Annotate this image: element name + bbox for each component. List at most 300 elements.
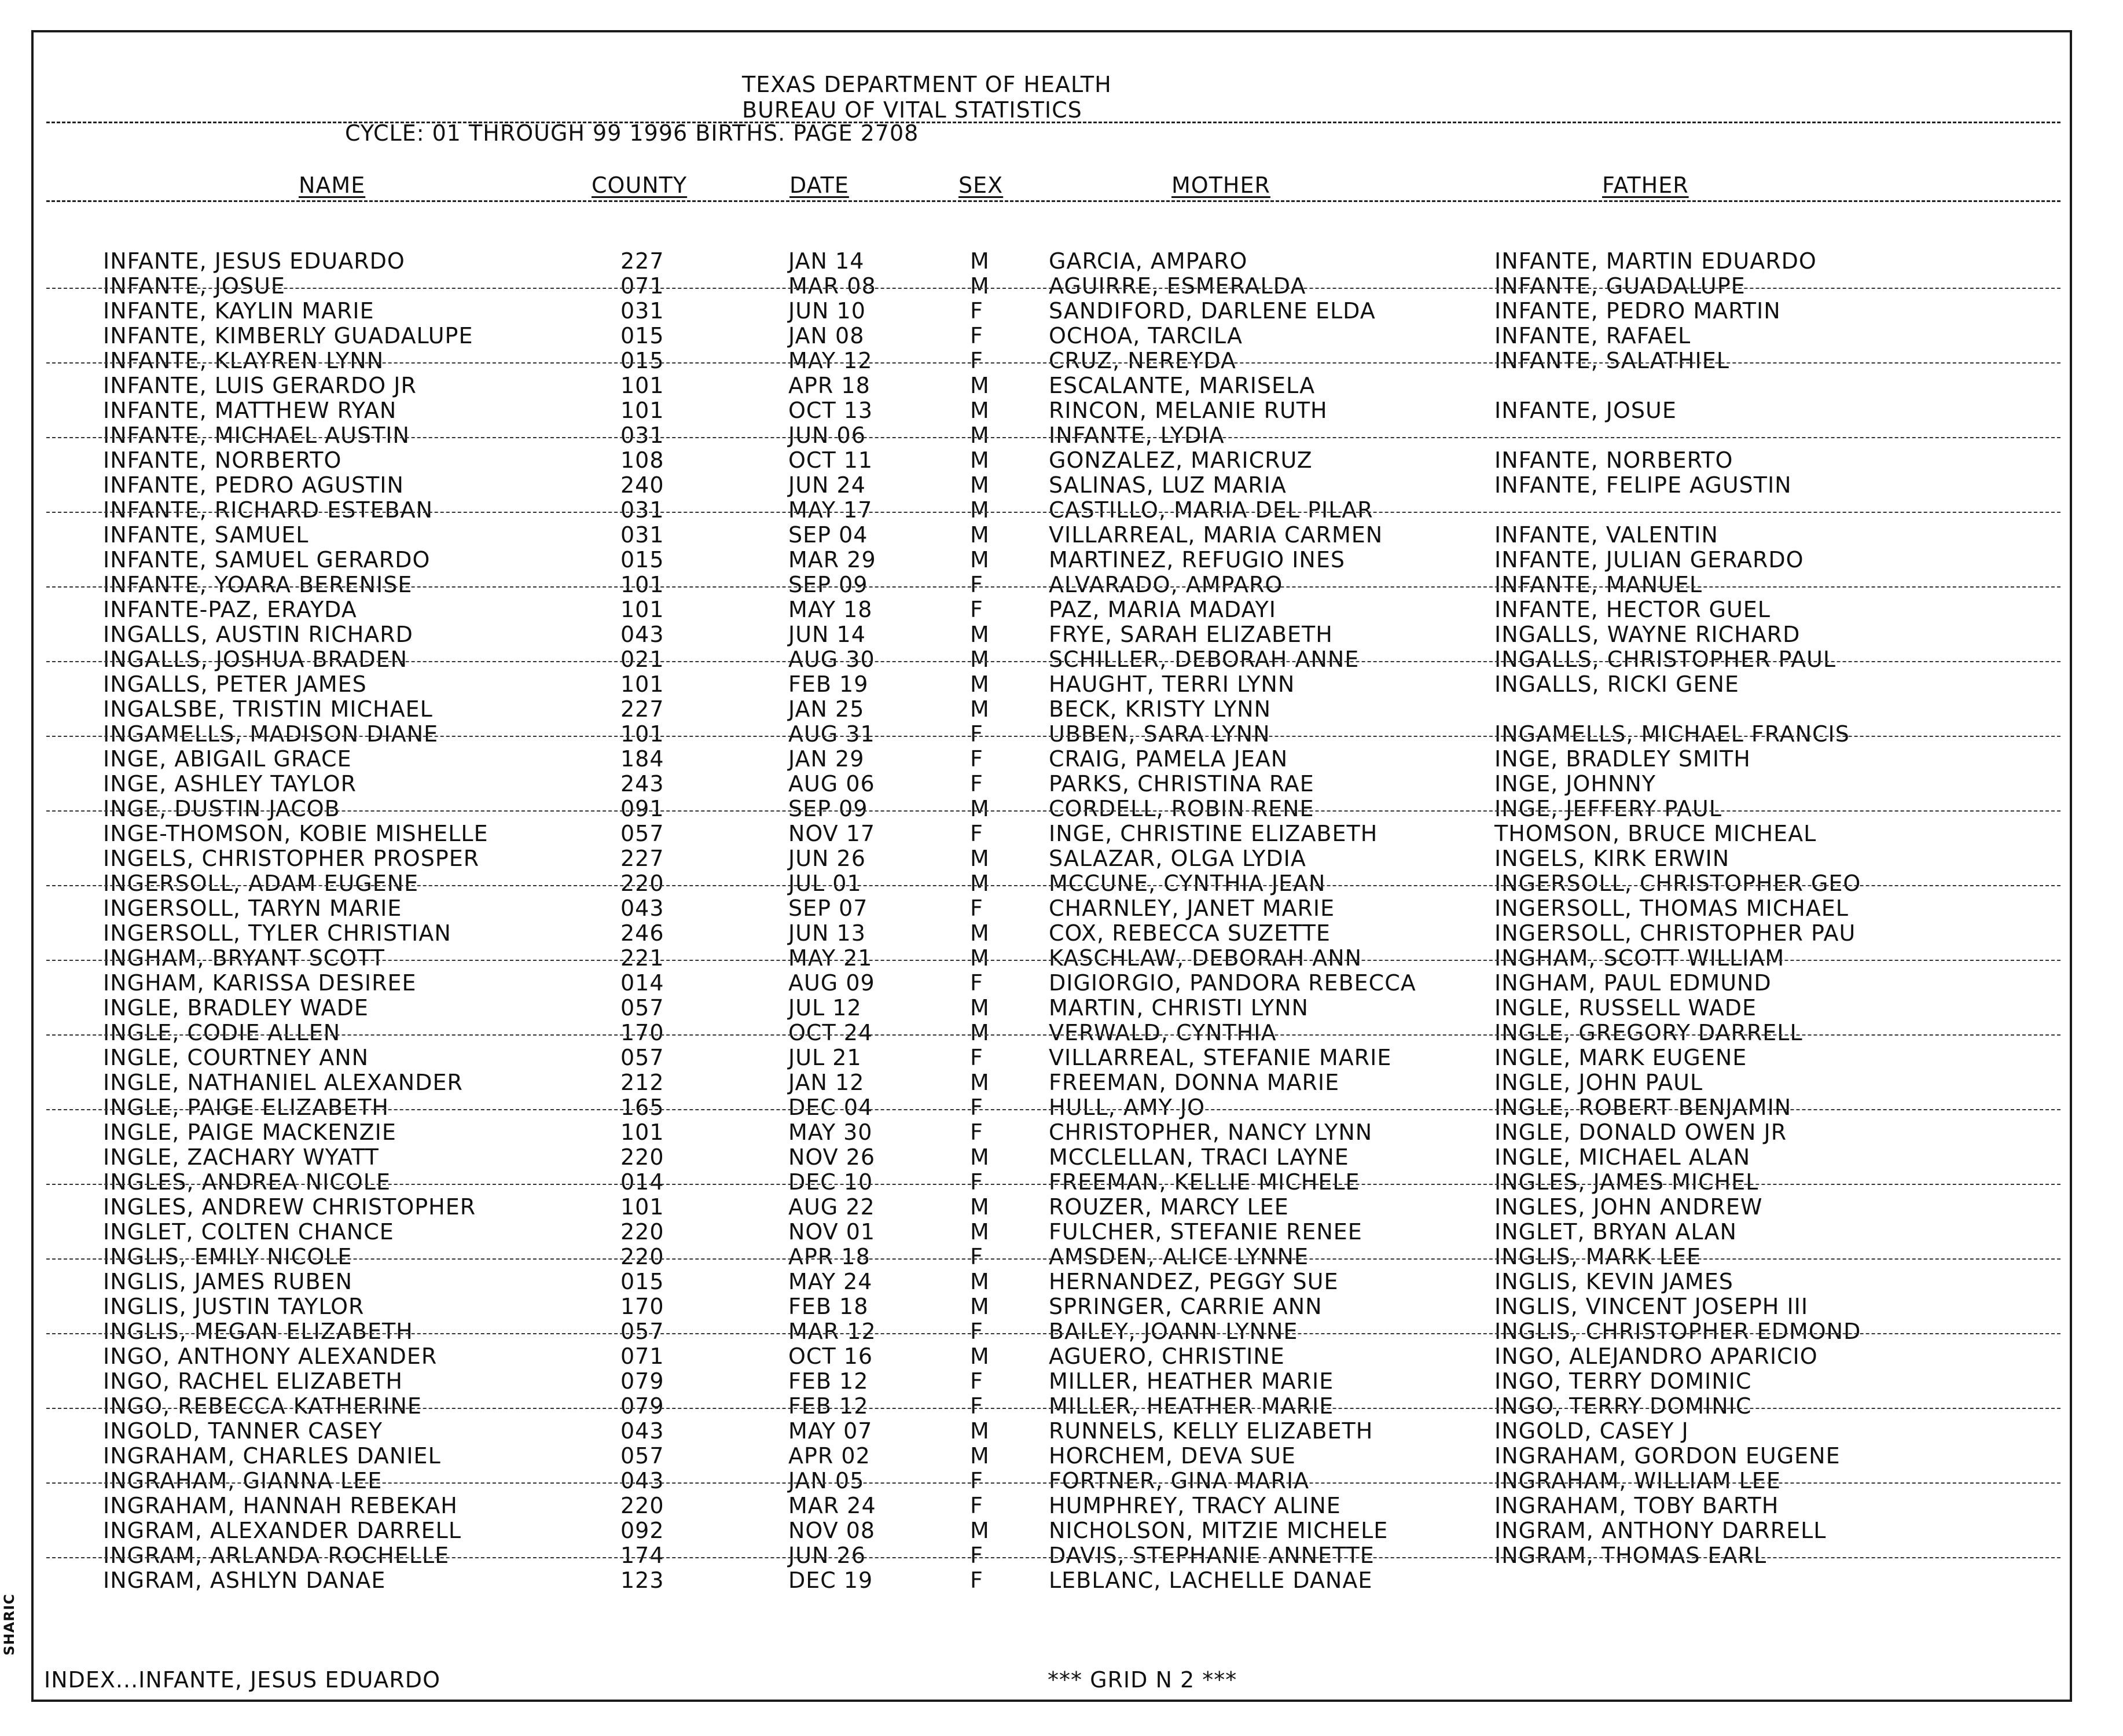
cell-date: JAN 08 — [788, 323, 865, 348]
table-row — [0, 1170, 2060, 1195]
cell-sex: M — [970, 1144, 990, 1170]
table-row — [0, 722, 2060, 747]
cell-name: INGLE, COURTNEY ANN — [103, 1045, 369, 1070]
cell-county: 071 — [620, 1344, 664, 1369]
cell-father: INGERSOLL, CHRISTOPHER GEO — [1494, 871, 1861, 896]
cell-date: JUN 06 — [788, 423, 866, 448]
cell-county: 101 — [620, 1194, 664, 1220]
cell-mother: MARTINEZ, REFUGIO INES — [1049, 547, 1345, 572]
cell-father: INGLE, ROBERT BENJAMIN — [1494, 1095, 1792, 1120]
cell-county: 031 — [620, 497, 664, 523]
table-row — [0, 821, 2060, 846]
cell-mother: VILLARREAL, STEFANIE MARIE — [1049, 1045, 1392, 1070]
cell-date: JAN 25 — [788, 696, 865, 722]
cell-name: INFANTE, KIMBERLY GUADALUPE — [103, 323, 473, 348]
cell-date: MAR 24 — [788, 1493, 876, 1518]
table-row — [0, 448, 2060, 473]
cell-date: DEC 04 — [788, 1095, 873, 1120]
cell-date: JAN 05 — [788, 1468, 865, 1493]
cell-mother: PAZ, MARIA MADAYI — [1049, 597, 1276, 622]
cell-county: 101 — [620, 597, 664, 622]
table-row — [0, 1319, 2060, 1344]
cell-date: DEC 10 — [788, 1169, 873, 1195]
table-row — [0, 1518, 2060, 1543]
cell-mother: INGE, CHRISTINE ELIZABETH — [1049, 821, 1378, 846]
cell-sex: M — [970, 1344, 990, 1369]
cell-name: INGRAHAM, GIANNA LEE — [103, 1468, 383, 1493]
cell-father: INGE, JEFFERY PAUL — [1494, 796, 1722, 821]
cell-father: INGRAHAM, WILLIAM LEE — [1494, 1468, 1781, 1493]
cell-sex: M — [970, 248, 990, 274]
cell-date: NOV 01 — [788, 1219, 876, 1245]
cell-name: INFANTE, RICHARD ESTEBAN — [103, 497, 434, 523]
cell-sex: F — [970, 1045, 983, 1070]
cell-father: INGAMELLS, MICHAEL FRANCIS — [1494, 721, 1850, 747]
table-row — [0, 597, 2060, 622]
cell-sex: F — [970, 1244, 983, 1269]
cell-name: INGALSBE, TRISTIN MICHAEL — [103, 696, 433, 722]
cell-father: INFANTE, JULIAN GERARDO — [1494, 547, 1804, 572]
cell-sex: M — [970, 522, 990, 548]
cell-county: 043 — [620, 622, 664, 647]
cell-name: INGHAM, BRYANT SCOTT — [103, 945, 385, 971]
cell-sex: M — [970, 671, 990, 697]
cell-date: JAN 14 — [788, 248, 865, 274]
cell-county: 031 — [620, 423, 664, 448]
cell-date: AUG 30 — [788, 647, 875, 672]
table-row — [0, 946, 2060, 971]
cell-sex: F — [970, 298, 983, 324]
cell-date: JUN 26 — [788, 1543, 866, 1568]
table-row — [0, 1394, 2060, 1419]
cell-county: 212 — [620, 1070, 664, 1095]
cell-county: 021 — [620, 647, 664, 672]
cell-date: JUL 01 — [788, 871, 862, 896]
cell-mother: SALINAS, LUZ MARIA — [1049, 472, 1287, 498]
cell-name: INFANTE-PAZ, ERAYDA — [103, 597, 357, 622]
cell-sex: F — [970, 1169, 983, 1195]
side-stamp: SHARIC — [1, 1594, 17, 1656]
cell-date: JAN 12 — [788, 1070, 865, 1095]
cell-mother: VILLARREAL, MARIA CARMEN — [1049, 522, 1383, 548]
cell-name: INGALLS, AUSTIN RICHARD — [103, 622, 413, 647]
cell-mother: ALVARADO, AMPARO — [1049, 572, 1283, 597]
cell-sex: M — [970, 1269, 990, 1294]
cell-mother: FULCHER, STEFANIE RENEE — [1049, 1219, 1362, 1245]
cell-father: INFANTE, PEDRO MARTIN — [1494, 298, 1781, 324]
cell-date: AUG 09 — [788, 970, 875, 996]
cell-county: 092 — [620, 1518, 664, 1543]
cell-mother: DAVIS, STEPHANIE ANNETTE — [1049, 1543, 1375, 1568]
table-row — [0, 772, 2060, 797]
cell-father: INGLIS, CHRISTOPHER EDMOND — [1494, 1319, 1861, 1344]
cell-sex: M — [970, 423, 990, 448]
cell-father: INGERSOLL, THOMAS MICHAEL — [1494, 895, 1849, 921]
table-row — [0, 1145, 2060, 1170]
cell-sex: F — [970, 1120, 983, 1145]
cell-sex: M — [970, 447, 990, 473]
cell-father: INFANTE, HECTOR GUEL — [1494, 597, 1771, 622]
cell-name: INFANTE, JOSUE — [103, 273, 285, 299]
cell-date: AUG 22 — [788, 1194, 875, 1220]
table-row — [0, 498, 2060, 523]
table-row — [0, 697, 2060, 722]
table-row — [0, 1444, 2060, 1469]
cell-sex: M — [970, 1219, 990, 1245]
table-row — [0, 274, 2060, 299]
cell-sex: F — [970, 721, 983, 747]
table-row — [0, 423, 2060, 448]
cell-county: 043 — [620, 895, 664, 921]
table-row — [0, 622, 2060, 647]
cell-name: INFANTE, MATTHEW RYAN — [103, 398, 397, 423]
cell-county: 170 — [620, 1294, 664, 1319]
table-row — [0, 1269, 2060, 1294]
table-row — [0, 672, 2060, 697]
cell-mother: MCCUNE, CYNTHIA JEAN — [1049, 871, 1326, 896]
cell-date: APR 18 — [788, 1244, 870, 1269]
cell-father: INGLIS, KEVIN JAMES — [1494, 1269, 1733, 1294]
cell-name: INGAMELLS, MADISON DIANE — [103, 721, 439, 747]
cell-date: AUG 06 — [788, 771, 875, 797]
table-row — [0, 1344, 2060, 1369]
cell-date: FEB 19 — [788, 671, 869, 697]
cell-mother: DIGIORGIO, PANDORA REBECCA — [1049, 970, 1416, 996]
col-header-county: COUNTY — [592, 173, 688, 198]
cell-father: INFANTE, RAFAEL — [1494, 323, 1691, 348]
cell-father: INGE, BRADLEY SMITH — [1494, 746, 1751, 772]
cell-mother: PARKS, CHRISTINA RAE — [1049, 771, 1314, 797]
cell-mother: GARCIA, AMPARO — [1049, 248, 1248, 274]
cell-mother: LEBLANC, LACHELLE DANAE — [1049, 1568, 1373, 1593]
cell-mother: CASTILLO, MARIA DEL PILAR — [1049, 497, 1373, 523]
cell-mother: RINCON, MELANIE RUTH — [1049, 398, 1328, 423]
cell-father: INGLES, JAMES MICHEL — [1494, 1169, 1759, 1195]
cell-father: INFANTE, MARTIN EDUARDO — [1494, 248, 1817, 274]
table-row — [0, 324, 2060, 348]
header-department: TEXAS DEPARTMENT OF HEALTH — [742, 72, 1112, 97]
cell-county: 057 — [620, 1319, 664, 1344]
cell-sex: M — [970, 1020, 990, 1045]
cell-sex: F — [970, 771, 983, 797]
cell-date: JUN 13 — [788, 920, 866, 946]
cell-date: MAY 18 — [788, 597, 873, 622]
cell-father: INGRAM, THOMAS EARL — [1494, 1543, 1767, 1568]
cell-date: OCT 13 — [788, 398, 873, 423]
table-row — [0, 299, 2060, 324]
cell-father: INFANTE, MANUEL — [1494, 572, 1703, 597]
cell-name: INGE-THOMSON, KOBIE MISHELLE — [103, 821, 488, 846]
table-row — [0, 1568, 2060, 1593]
table-row — [0, 1021, 2060, 1045]
table-row — [0, 1220, 2060, 1245]
header-rule-bottom — [46, 200, 2060, 202]
cell-county: 015 — [620, 323, 664, 348]
cell-mother: FREEMAN, DONNA MARIE — [1049, 1070, 1340, 1095]
cell-name: INGALLS, PETER JAMES — [103, 671, 367, 697]
cell-sex: M — [970, 1418, 990, 1444]
cell-father: INFANTE, JOSUE — [1494, 398, 1677, 423]
cell-sex: F — [970, 1368, 983, 1394]
cell-mother: INFANTE, LYDIA — [1049, 423, 1225, 448]
cell-mother: CHARNLEY, JANET MARIE — [1049, 895, 1335, 921]
cell-name: INGERSOLL, TYLER CHRISTIAN — [103, 920, 451, 946]
cell-county: 123 — [620, 1568, 664, 1593]
cell-date: NOV 17 — [788, 821, 876, 846]
cell-father: INGRAHAM, GORDON EUGENE — [1494, 1443, 1841, 1469]
cell-county: 079 — [620, 1393, 664, 1419]
cell-father: INGLES, JOHN ANDREW — [1494, 1194, 1763, 1220]
table-row — [0, 1469, 2060, 1493]
cell-father: INGHAM, PAUL EDMUND — [1494, 970, 1772, 996]
cell-mother: NICHOLSON, MITZIE MICHELE — [1049, 1518, 1389, 1543]
cell-mother: FORTNER, GINA MARIA — [1049, 1468, 1310, 1493]
cell-sex: M — [970, 373, 990, 398]
cell-county: 031 — [620, 298, 664, 324]
cell-name: INFANTE, MICHAEL AUSTIN — [103, 423, 410, 448]
cell-mother: SCHILLER, DEBORAH ANNE — [1049, 647, 1360, 672]
cell-father: INGO, ALEJANDRO APARICIO — [1494, 1344, 1818, 1369]
cell-name: INGO, RACHEL ELIZABETH — [103, 1368, 403, 1394]
cell-date: JUN 10 — [788, 298, 866, 324]
cell-mother: OCHOA, TARCILA — [1049, 323, 1243, 348]
cell-father: INGLE, MARK EUGENE — [1494, 1045, 1747, 1070]
cell-date: MAY 21 — [788, 945, 873, 971]
cell-county: 101 — [620, 1120, 664, 1145]
cell-father: INFANTE, FELIPE AGUSTIN — [1494, 472, 1792, 498]
cell-date: DEC 19 — [788, 1568, 873, 1593]
cell-father: INFANTE, NORBERTO — [1494, 447, 1733, 473]
cell-father: INGOLD, CASEY J — [1494, 1418, 1689, 1444]
cell-sex: F — [970, 1543, 983, 1568]
cell-date: MAY 12 — [788, 348, 873, 373]
table-row — [0, 871, 2060, 896]
cell-sex: M — [970, 1294, 990, 1319]
cell-name: INGERSOLL, TARYN MARIE — [103, 895, 402, 921]
table-row — [0, 1245, 2060, 1269]
cell-date: FEB 12 — [788, 1393, 869, 1419]
cell-date: MAY 24 — [788, 1269, 873, 1294]
cell-date: SEP 09 — [788, 796, 868, 821]
cell-name: INGLE, PAIGE MACKENZIE — [103, 1120, 396, 1145]
col-header-father: FATHER — [1602, 173, 1689, 198]
cell-county: 057 — [620, 1443, 664, 1469]
cell-father: INGALLS, RICKI GENE — [1494, 671, 1739, 697]
cell-county: 015 — [620, 348, 664, 373]
cell-sex: M — [970, 696, 990, 722]
cell-father: INGLIS, VINCENT JOSEPH III — [1494, 1294, 1809, 1319]
cell-mother: GONZALEZ, MARICRUZ — [1049, 447, 1313, 473]
table-row — [0, 249, 2060, 274]
table-row — [0, 548, 2060, 572]
cell-date: NOV 26 — [788, 1144, 876, 1170]
cell-father: INGHAM, SCOTT WILLIAM — [1494, 945, 1785, 971]
table-row — [0, 1369, 2060, 1394]
cell-county: 015 — [620, 547, 664, 572]
cell-name: INGLIS, JAMES RUBEN — [103, 1269, 352, 1294]
cell-date: FEB 18 — [788, 1294, 869, 1319]
cell-county: 220 — [620, 871, 664, 896]
cell-sex: M — [970, 622, 990, 647]
cell-father: INGELS, KIRK ERWIN — [1494, 846, 1730, 871]
cell-name: INGRAM, ASHLYN DANAE — [103, 1568, 386, 1593]
cell-mother: MILLER, HEATHER MARIE — [1049, 1393, 1334, 1419]
cell-county: 014 — [620, 1169, 664, 1195]
cell-mother: HULL, AMY JO — [1049, 1095, 1206, 1120]
cell-county: 091 — [620, 796, 664, 821]
table-row — [0, 971, 2060, 996]
cell-mother: BECK, KRISTY LYNN — [1049, 696, 1272, 722]
cell-date: JUN 14 — [788, 622, 866, 647]
col-header-mother: MOTHER — [1171, 173, 1270, 198]
cell-father: INGLE, RUSSELL WADE — [1494, 995, 1757, 1021]
cell-name: INGRAHAM, HANNAH REBEKAH — [103, 1493, 458, 1518]
cell-mother: COX, REBECCA SUZETTE — [1049, 920, 1331, 946]
cell-name: INGLIS, JUSTIN TAYLOR — [103, 1294, 365, 1319]
cell-county: 243 — [620, 771, 664, 797]
cell-county: 220 — [620, 1144, 664, 1170]
cell-sex: F — [970, 348, 983, 373]
cell-sex: M — [970, 1518, 990, 1543]
cell-name: INFANTE, KLAYREN LYNN — [103, 348, 384, 373]
cell-father: INGALLS, WAYNE RICHARD — [1494, 622, 1801, 647]
cell-name: INGHAM, KARISSA DESIREE — [103, 970, 417, 996]
cell-father: INGO, TERRY DOMINIC — [1494, 1368, 1752, 1394]
cell-sex: M — [970, 945, 990, 971]
cell-date: APR 18 — [788, 373, 870, 398]
cell-mother: UBBEN, SARA LYNN — [1049, 721, 1270, 747]
cell-mother: RUNNELS, KELLY ELIZABETH — [1049, 1418, 1373, 1444]
cell-sex: M — [970, 1070, 990, 1095]
cell-mother: CRAIG, PAMELA JEAN — [1049, 746, 1288, 772]
cell-county: 184 — [620, 746, 664, 772]
table-row — [0, 747, 2060, 772]
cell-county: 227 — [620, 696, 664, 722]
cell-county: 227 — [620, 248, 664, 274]
cell-mother: KASCHLAW, DEBORAH ANN — [1049, 945, 1362, 971]
cell-sex: F — [970, 746, 983, 772]
cell-county: 221 — [620, 945, 664, 971]
cell-name: INGLE, PAIGE ELIZABETH — [103, 1095, 389, 1120]
cell-name: INGLES, ANDREW CHRISTOPHER — [103, 1194, 476, 1220]
table-row — [0, 921, 2060, 946]
cell-date: OCT 11 — [788, 447, 873, 473]
header-bureau: BUREAU OF VITAL STATISTICS — [742, 97, 1082, 123]
cell-mother: MILLER, HEATHER MARIE — [1049, 1368, 1334, 1394]
cell-date: JUL 12 — [788, 995, 862, 1021]
cell-sex: F — [970, 1095, 983, 1120]
cell-county: 015 — [620, 1269, 664, 1294]
cell-county: 165 — [620, 1095, 664, 1120]
cell-mother: FRYE, SARAH ELIZABETH — [1049, 622, 1333, 647]
cell-father: INGLE, DONALD OWEN JR — [1494, 1120, 1787, 1145]
cell-county: 031 — [620, 522, 664, 548]
cell-sex: M — [970, 273, 990, 299]
cell-name: INFANTE, KAYLIN MARIE — [103, 298, 374, 324]
cell-name: INGE, ASHLEY TAYLOR — [103, 771, 357, 797]
cell-father: INGALLS, CHRISTOPHER PAUL — [1494, 647, 1836, 672]
cell-mother: HUMPHREY, TRACY ALINE — [1049, 1493, 1341, 1518]
cell-sex: M — [970, 846, 990, 871]
cell-father: INGLE, GREGORY DARRELL — [1494, 1020, 1803, 1045]
table-row — [0, 797, 2060, 821]
cell-date: JUN 26 — [788, 846, 866, 871]
cell-date: MAR 12 — [788, 1319, 876, 1344]
cell-county: 043 — [620, 1468, 664, 1493]
cell-name: INGLET, COLTEN CHANCE — [103, 1219, 394, 1245]
cell-name: INGLE, BRADLEY WADE — [103, 995, 369, 1021]
cell-sex: M — [970, 398, 990, 423]
footer-index: INDEX...INFANTE, JESUS EDUARDO — [44, 1667, 440, 1693]
table-row — [0, 647, 2060, 672]
table-row — [0, 1095, 2060, 1120]
cell-mother: AMSDEN, ALICE LYNNE — [1049, 1244, 1309, 1269]
cell-county: 057 — [620, 1045, 664, 1070]
cell-name: INFANTE, NORBERTO — [103, 447, 342, 473]
cell-sex: M — [970, 1443, 990, 1469]
cell-mother: HAUGHT, TERRI LYNN — [1049, 671, 1295, 697]
cell-county: 101 — [620, 671, 664, 697]
cell-father: INGO, TERRY DOMINIC — [1494, 1393, 1752, 1419]
cell-mother: HORCHEM, DEVA SUE — [1049, 1443, 1296, 1469]
footer-grid: *** GRID N 2 *** — [1048, 1667, 1237, 1693]
cell-date: MAY 17 — [788, 497, 873, 523]
cell-mother: BAILEY, JOANN LYNNE — [1049, 1319, 1298, 1344]
cell-name: INGLE, ZACHARY WYATT — [103, 1144, 379, 1170]
cell-county: 227 — [620, 846, 664, 871]
table-row — [0, 572, 2060, 597]
cell-name: INGLIS, MEGAN ELIZABETH — [103, 1319, 413, 1344]
table-row — [0, 1294, 2060, 1319]
cell-mother: CORDELL, ROBIN RENE — [1049, 796, 1314, 821]
cell-mother: CHRISTOPHER, NANCY LYNN — [1049, 1120, 1373, 1145]
cell-date: JUL 21 — [788, 1045, 862, 1070]
cell-sex: F — [970, 1493, 983, 1518]
cell-date: MAR 08 — [788, 273, 876, 299]
cell-sex: M — [970, 796, 990, 821]
cell-date: SEP 07 — [788, 895, 868, 921]
cell-county: 071 — [620, 273, 664, 299]
cell-county: 057 — [620, 995, 664, 1021]
cell-date: MAY 30 — [788, 1120, 873, 1145]
col-header-name: NAME — [299, 173, 366, 198]
cell-mother: SPRINGER, CARRIE ANN — [1049, 1294, 1323, 1319]
cell-county: 101 — [620, 373, 664, 398]
table-row — [0, 373, 2060, 398]
cell-date: FEB 12 — [788, 1368, 869, 1394]
cell-name: INGE, DUSTIN JACOB — [103, 796, 340, 821]
cell-mother: VERWALD, CYNTHIA — [1049, 1020, 1277, 1045]
cell-date: JAN 29 — [788, 746, 865, 772]
cell-sex: M — [970, 920, 990, 946]
cell-sex: F — [970, 1393, 983, 1419]
cell-father: THOMSON, BRUCE MICHEAL — [1494, 821, 1817, 846]
col-header-sex: SEX — [958, 173, 1004, 198]
cell-name: INGRAHAM, CHARLES DANIEL — [103, 1443, 441, 1469]
table-row — [0, 523, 2060, 548]
table-row — [0, 398, 2060, 423]
cell-name: INGLE, NATHANIEL ALEXANDER — [103, 1070, 463, 1095]
cell-county: 043 — [620, 1418, 664, 1444]
cell-name: INFANTE, SAMUEL GERARDO — [103, 547, 431, 572]
cell-name: INGE, ABIGAIL GRACE — [103, 746, 352, 772]
cell-name: INFANTE, SAMUEL — [103, 522, 309, 548]
table-row — [0, 1493, 2060, 1518]
cell-sex: F — [970, 821, 983, 846]
cell-mother: SALAZAR, OLGA LYDIA — [1049, 846, 1306, 871]
table-row — [0, 1070, 2060, 1095]
cell-date: APR 02 — [788, 1443, 870, 1469]
